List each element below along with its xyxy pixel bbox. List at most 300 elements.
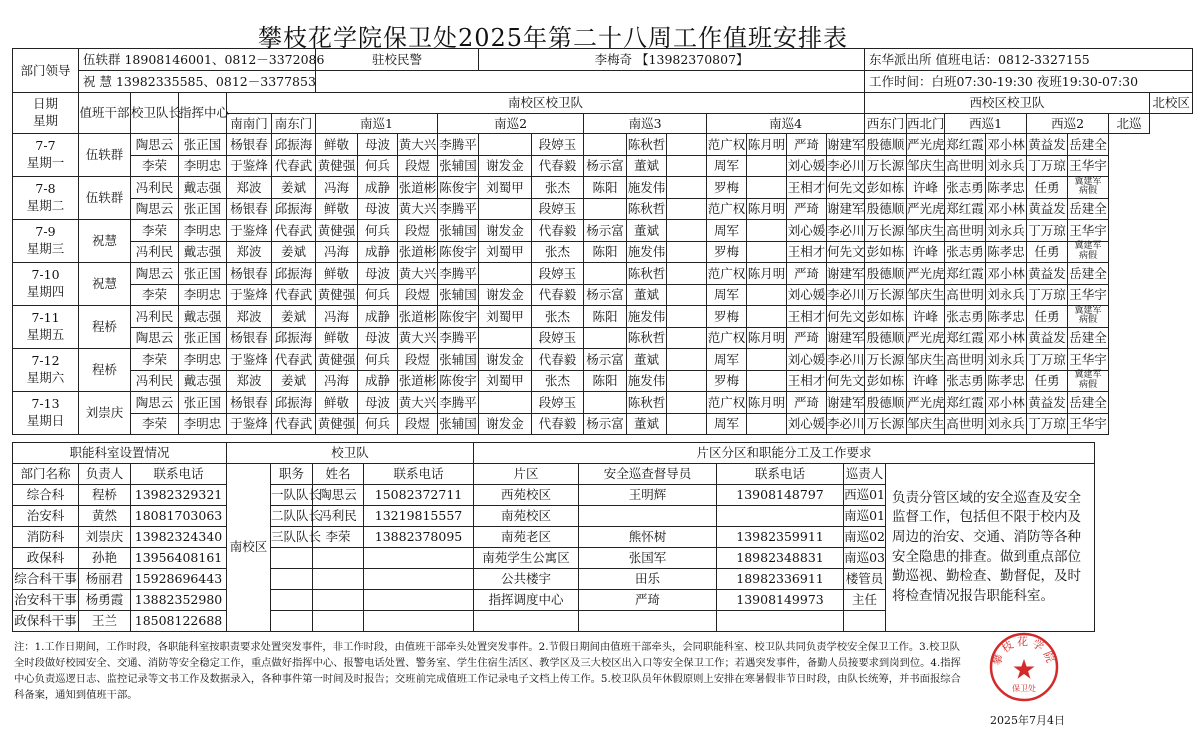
duty-cell: 严光虎 <box>907 263 945 285</box>
duty-cell: 李必川 <box>827 220 865 242</box>
duty-cell <box>667 284 707 306</box>
zone-inspector <box>579 611 717 632</box>
duty-cell: 代春毅 <box>532 155 584 177</box>
duty-cell: 冯利民 <box>131 241 179 263</box>
duty-cell: 丁万琼 <box>1027 413 1068 435</box>
duty-cell: 李腾平 <box>438 198 479 220</box>
duty-cell: 张道彬 <box>398 306 438 328</box>
duty-cell: 彭如栋 <box>865 370 907 392</box>
duty-cell: 刘心媛 <box>787 413 827 435</box>
duty-cell: 郑红霞 <box>945 263 986 285</box>
duty-cell: 黄益发 <box>1027 327 1068 349</box>
date-text: 7-8 <box>35 181 56 197</box>
duty-cell: 谢建军 <box>827 134 865 156</box>
duty-cell: 殷德顺 <box>865 392 907 414</box>
duty-cell <box>747 155 787 177</box>
duty-cell: 陈月明 <box>747 198 787 220</box>
duty-cell: 刘永兵 <box>986 220 1027 242</box>
duty-cell: 李荣 <box>131 349 179 371</box>
duty-cell: 张道彬 <box>398 370 438 392</box>
header-date-week: 日期 星期 <box>13 93 79 134</box>
header-position: 南巡1 <box>316 114 438 134</box>
duty-cell: 鲜敬 <box>316 263 358 285</box>
dept-head: 杨丽君 <box>79 569 131 590</box>
header-position: 西巡2 <box>1027 114 1109 134</box>
day-date <box>13 392 79 435</box>
duty-cell: 张志勇 <box>945 241 986 263</box>
duty-cell: 黄益发 <box>1027 392 1068 414</box>
duty-cell: 严光虎 <box>907 134 945 156</box>
col-inspector: 安全巡查督导员 <box>579 464 717 485</box>
weekday-text: 星期六 <box>26 370 65 385</box>
team-role <box>271 548 313 569</box>
duty-cell: 施发伟 <box>627 241 667 263</box>
duty-cell: 陈孝忠 <box>986 370 1027 392</box>
duty-cell: 陈俊宇 <box>438 306 479 328</box>
weekday-text: 星期四 <box>26 284 65 299</box>
duty-cell: 郑波 <box>227 306 272 328</box>
duty-cell: 姜斌 <box>272 306 316 328</box>
police-label: 驻校民警 <box>316 49 479 71</box>
duty-cell: 王相才 <box>787 177 827 199</box>
date-text: 7-9 <box>35 224 56 240</box>
duty-cell: 陶思云 <box>131 134 179 156</box>
duty-cell <box>667 198 707 220</box>
duty-row <box>13 306 1193 328</box>
duty-cell: 罗梅 <box>707 241 747 263</box>
duty-cell: 代春毅 <box>532 220 584 242</box>
team-role <box>271 569 313 590</box>
duty-cell <box>479 392 532 414</box>
col-phone2: 联系电话 <box>364 464 474 485</box>
duty-cell: 谢建军 <box>827 263 865 285</box>
duty-cell <box>584 198 627 220</box>
duty-cell: 于鉴烽 <box>227 220 272 242</box>
signed-date: 2025年7月4日 <box>990 714 1065 727</box>
dept-phone: 18081703063 <box>131 506 227 527</box>
team-name <box>313 569 364 590</box>
duty-cell: 高世明 <box>945 155 986 177</box>
day-date <box>13 349 79 392</box>
duty-cell: 彭如栋 <box>865 306 907 328</box>
notes-text: 注：1.工作日期间，工作时段，各职能科室按职责要求处置突发事件，非工作时段，由值班干部牵头处置突发事件。2.节假日期间由值班干部牵头，会同职能科室、校卫队共同负责学校安全保卫工作。3.校卫队全时段做好校园安全、交通、消防等安全稳定工作，重点做好指挥中心、报警电话处置、警务室、学生住宿生活区、教学区及三大校区出入口等安全保卫工作；若遇突发事件，备勤人员接要求到岗到位。4.指挥中心负责巡逻日志、监控记录等文书工作及数据录入，各种事件第一时间及时报告；交班前完成值班工作记录电子文档上传工作。5.校卫队员年休假原则上安排在寒暑假非节日时段，由队长统筹，并书面报综合科备案，通知到值班干部。 <box>14 641 961 701</box>
duty-row <box>13 155 1193 177</box>
duty-cell: 邱振海 <box>272 134 316 156</box>
team-name <box>313 611 364 632</box>
work-time: 工作时间：白班07:30-19:30 夜班19:30-07:30 <box>865 71 1193 93</box>
duty-cell: 代春武 <box>272 155 316 177</box>
duty-cell: 邓小林 <box>986 134 1027 156</box>
duty-cell: 冯利民 <box>131 370 179 392</box>
duty-cell: 黄健强 <box>316 413 358 435</box>
header-position: 北巡 <box>1109 114 1150 134</box>
duty-cell: 范广权 <box>707 327 747 349</box>
duty-cell: 张道彬 <box>398 241 438 263</box>
duty-cell: 李明忠 <box>179 349 227 371</box>
duty-cell: 万长源 <box>865 413 907 435</box>
duty-cell: 杨示富 <box>584 413 627 435</box>
duty-cell: 冯利民 <box>131 177 179 199</box>
duty-row <box>13 198 1193 220</box>
duty-cell: 黄益发 <box>1027 263 1068 285</box>
duty-cell: 殷德顺 <box>865 327 907 349</box>
zone-patrol: 西巡01 <box>844 485 886 506</box>
duty-cell: 鲜敬 <box>316 392 358 414</box>
date-text: 7-7 <box>35 138 56 154</box>
svg-text:攀枝花学院: 攀枝花学院 <box>989 635 1059 668</box>
duty-cell: 何先文 <box>827 177 865 199</box>
duty-cell: 殷德顺 <box>865 134 907 156</box>
duty-cell: 陈秋哲 <box>627 392 667 414</box>
duty-cell: 段婷玉 <box>532 327 584 349</box>
duty-cell: 陈月明 <box>747 134 787 156</box>
duty-cell: 陈俊宇 <box>438 177 479 199</box>
duty-cell: 李荣 <box>131 155 179 177</box>
duty-cell: 邓小林 <box>986 392 1027 414</box>
section-team-title: 校卫队 <box>227 443 474 464</box>
duty-cell: 戴志强 <box>179 306 227 328</box>
duty-cell: 许峰 <box>907 177 945 199</box>
duty-cell: 李必川 <box>827 349 865 371</box>
duty-cell: 谢发金 <box>479 220 532 242</box>
header-position: 南巡3 <box>584 114 707 134</box>
duty-cell: 谢建军 <box>827 198 865 220</box>
duty-row <box>13 220 1193 242</box>
duty-cell <box>747 370 787 392</box>
duty-cell <box>667 413 707 435</box>
south-campus-label: 南校区 <box>227 464 271 632</box>
duty-cell: 殷德顺 <box>865 263 907 285</box>
duty-cell: 刘蜀甲 <box>479 241 532 263</box>
duty-cadre: 程桥 <box>79 306 131 349</box>
col-name: 姓名 <box>313 464 364 485</box>
duty-cell: 段煜 <box>398 155 438 177</box>
duty-cell: 任勇 <box>1027 370 1068 392</box>
duty-cell: 张辅国 <box>438 220 479 242</box>
duty-cell: 刘蜀甲 <box>479 177 532 199</box>
duty-row <box>13 134 1193 156</box>
col-phone3: 联系电话 <box>717 464 844 485</box>
dept-head: 杨勇霞 <box>79 590 131 611</box>
team-role: 二队队长 <box>271 506 313 527</box>
duty-cell: 陈月明 <box>747 392 787 414</box>
duty-cell: 岳建全 <box>1068 263 1109 285</box>
duty-cell <box>584 134 627 156</box>
duty-cell <box>667 263 707 285</box>
duty-cell: 许峰 <box>907 241 945 263</box>
duty-cell: 杨银春 <box>227 327 272 349</box>
duty-cell: 王华宇 <box>1068 284 1109 306</box>
zone-patrol: 南巡01 <box>844 506 886 527</box>
dept-phone: 13982324340 <box>131 527 227 548</box>
duty-cell: 谢建军 <box>827 392 865 414</box>
duty-cell: 丁万琼 <box>1027 284 1068 306</box>
duty-cadre: 祝慧 <box>79 263 131 306</box>
duty-cell: 邓小林 <box>986 198 1027 220</box>
weekday-text: 星期一 <box>26 155 65 170</box>
duty-cell: 刘心媛 <box>787 155 827 177</box>
duty-cell: 周军 <box>707 155 747 177</box>
leader-line-2: 祝 慧 13982335585、0812－3377853 <box>79 71 316 93</box>
duty-cell: 刘永兵 <box>986 413 1027 435</box>
team-phone <box>364 611 474 632</box>
duty-cell <box>747 177 787 199</box>
zone-patrol: 楼管员 <box>844 569 886 590</box>
duty-cell: 周军 <box>707 413 747 435</box>
duty-cell: 范广权 <box>707 198 747 220</box>
duty-cell: 刘蜀甲 <box>479 370 532 392</box>
duty-cell: 谢建军 <box>827 327 865 349</box>
duty-cell: 王相才 <box>787 370 827 392</box>
duty-cell: 陈俊宇 <box>438 370 479 392</box>
weekday-text: 星期日 <box>26 413 65 428</box>
duty-cell <box>584 392 627 414</box>
duty-cell: 代春武 <box>272 220 316 242</box>
duty-cell <box>479 327 532 349</box>
duty-cell: 陈阳 <box>584 241 627 263</box>
info-table <box>12 442 1095 632</box>
duty-cell: 黄健强 <box>316 155 358 177</box>
duty-cell: 严光虎 <box>907 198 945 220</box>
team-name: 冯利民 <box>313 506 364 527</box>
duty-cell: 冯海 <box>316 370 358 392</box>
dept-phone: 18508122688 <box>131 611 227 632</box>
duty-cell: 母波 <box>358 198 398 220</box>
duty-cell: 段煜 <box>398 284 438 306</box>
duty-cell: 董斌 <box>627 349 667 371</box>
zone-phone: 13908148797 <box>717 485 844 506</box>
header-west-group: 西校区校卫队 <box>865 93 1150 114</box>
duty-cadre: 刘崇庆 <box>79 392 131 435</box>
duty-cell: 高世明 <box>945 413 986 435</box>
duty-cell: 张辅国 <box>438 413 479 435</box>
duty-cell: 刘心媛 <box>787 349 827 371</box>
duty-cell: 代春毅 <box>532 284 584 306</box>
duty-cell: 邓小林 <box>986 327 1027 349</box>
duty-cell: 殷德顺 <box>865 198 907 220</box>
duty-cell: 于鉴烽 <box>227 349 272 371</box>
duty-cell: 段婷玉 <box>532 198 584 220</box>
duty-cell: 张辅国 <box>438 155 479 177</box>
col-patrol: 巡责人 <box>844 464 886 485</box>
duty-cell <box>667 155 707 177</box>
page-title: 攀枝花学院保卫处2025年第二十八周工作值班安排表 <box>257 24 849 52</box>
duty-cell <box>584 327 627 349</box>
duty-cell: 陶思云 <box>131 392 179 414</box>
duty-cell: 成静 <box>358 177 398 199</box>
date-text: 7-12 <box>31 353 60 369</box>
duty-cell: 岳建全 <box>1068 327 1109 349</box>
official-seal <box>988 631 1060 703</box>
duty-cell: 段煜 <box>398 413 438 435</box>
duty-cell: 陶思云 <box>131 327 179 349</box>
day-date <box>13 134 79 177</box>
dept-name: 治安科 <box>13 506 79 527</box>
duty-cell: 何兵 <box>358 349 398 371</box>
duty-row <box>13 327 1193 349</box>
duty-cell: 姜斌 <box>272 241 316 263</box>
duty-cell <box>747 241 787 263</box>
zone-area: 公共楼宇 <box>474 569 579 590</box>
dept-phone: 13882352980 <box>131 590 227 611</box>
duty-cell <box>667 241 707 263</box>
duty-schedule-table <box>12 48 1193 435</box>
col-dept: 部门名称 <box>13 464 79 485</box>
duty-cell: 张杰 <box>532 370 584 392</box>
duty-cell: 黄益发 <box>1027 198 1068 220</box>
duty-cell: 郑波 <box>227 370 272 392</box>
zone-area <box>474 611 579 632</box>
dept-name: 政保科 <box>13 548 79 569</box>
police-station: 东华派出所 值班电话：0812-3327155 <box>865 49 1193 71</box>
duty-cell: 郑波 <box>227 177 272 199</box>
duty-cell: 何先文 <box>827 306 865 328</box>
duty-cell: 黄大兴 <box>398 392 438 414</box>
duty-cell: 严光虎 <box>907 392 945 414</box>
duty-cell: 陈阳 <box>584 177 627 199</box>
zone-requirements: 负责分管区域的安全巡查及安全监督工作，包括但不限于校内及周边的治安、交通、消防等各种安全隐患的排查。做到重点部位勤巡视、勤检查、勤督促，及时将检查情况报告职能科室。 <box>886 464 1095 632</box>
team-name <box>313 590 364 611</box>
zone-area: 南苑校区 <box>474 506 579 527</box>
header-position: 西巡1 <box>945 114 1027 134</box>
date-text: 7-13 <box>31 396 60 412</box>
team-phone <box>364 548 474 569</box>
duty-cell: 黄健强 <box>316 284 358 306</box>
duty-cell: 刘永兵 <box>986 284 1027 306</box>
duty-cell: 严光虎 <box>907 327 945 349</box>
zone-patrol: 南巡03 <box>844 548 886 569</box>
duty-cell: 李荣 <box>131 284 179 306</box>
team-phone <box>364 590 474 611</box>
duty-cell: 邹庆生 <box>907 413 945 435</box>
duty-cell: 任勇 <box>1027 306 1068 328</box>
header-position: 南巡2 <box>438 114 584 134</box>
weekday-text: 星期二 <box>26 198 65 213</box>
duty-cell: 郑红霞 <box>945 392 986 414</box>
duty-cell: 许峰 <box>907 306 945 328</box>
duty-cell: 冯海 <box>316 241 358 263</box>
duty-cell: 万长源 <box>865 284 907 306</box>
duty-cell: 刘蜀甲 <box>479 306 532 328</box>
svg-text:保卫处: 保卫处 <box>1012 684 1036 693</box>
dept-head: 程桥 <box>79 485 131 506</box>
col-role: 职务 <box>271 464 313 485</box>
duty-cell <box>667 177 707 199</box>
duty-cell: 严琦 <box>787 392 827 414</box>
duty-row <box>13 284 1193 306</box>
duty-cell: 何兵 <box>358 413 398 435</box>
duty-cell: 杨银春 <box>227 134 272 156</box>
section-zones-title: 片区分区和职能分工及工作要求 <box>474 443 1095 464</box>
dept-head: 刘崇庆 <box>79 527 131 548</box>
col-phone: 联系电话 <box>131 464 227 485</box>
duty-cell: 李必川 <box>827 155 865 177</box>
duty-cell <box>479 198 532 220</box>
duty-cell: 许峰 <box>907 370 945 392</box>
team-role: 一队队长 <box>271 485 313 506</box>
duty-cell: 何先文 <box>827 370 865 392</box>
duty-cell: 严琦 <box>787 198 827 220</box>
duty-cell: 邱振海 <box>272 327 316 349</box>
duty-cell: 代春武 <box>272 284 316 306</box>
duty-cell: 张志勇 <box>945 370 986 392</box>
zone-patrol: 南巡02 <box>844 527 886 548</box>
zone-phone: 18982336911 <box>717 569 844 590</box>
dept-head: 王兰 <box>79 611 131 632</box>
zone-inspector: 熊怀树 <box>579 527 717 548</box>
team-role <box>271 611 313 632</box>
duty-cell <box>667 349 707 371</box>
duty-cell: 张志勇 <box>945 306 986 328</box>
duty-cell: 张辅国 <box>438 349 479 371</box>
duty-cell: 鲜敬 <box>316 134 358 156</box>
leaders-label: 部门领导 <box>13 49 79 93</box>
team-role: 三队队长 <box>271 527 313 548</box>
section-depts-title: 职能科室设置情况 <box>13 443 227 464</box>
duty-cell: 谢发金 <box>479 413 532 435</box>
duty-cell: 丁万琼 <box>1027 220 1068 242</box>
duty-cell: 万长源 <box>865 349 907 371</box>
duty-cell: 郑红霞 <box>945 327 986 349</box>
duty-cell: 李腾平 <box>438 392 479 414</box>
duty-cell: 黄健强 <box>316 349 358 371</box>
duty-cell <box>584 263 627 285</box>
duty-cell: 邹庆生 <box>907 349 945 371</box>
zone-phone: 13982359911 <box>717 527 844 548</box>
duty-cell: 张道彬 <box>398 177 438 199</box>
duty-cell: 岳建全 <box>1068 392 1109 414</box>
zone-inspector: 严琦 <box>579 590 717 611</box>
duty-cell: 邹庆生 <box>907 220 945 242</box>
duty-cell <box>479 134 532 156</box>
duty-cell: 母波 <box>358 327 398 349</box>
duty-cell: 黄健强 <box>316 220 358 242</box>
duty-cell: 任勇 <box>1027 241 1068 263</box>
duty-cell <box>747 220 787 242</box>
duty-cell: 李必川 <box>827 284 865 306</box>
duty-cell: 杨银春 <box>227 198 272 220</box>
team-phone <box>364 569 474 590</box>
duty-cell: 李明忠 <box>179 413 227 435</box>
duty-cell: 黄大兴 <box>398 134 438 156</box>
duty-cell: 段婷玉 <box>532 134 584 156</box>
duty-cell: 段煜 <box>398 349 438 371</box>
duty-cell: 代春毅 <box>532 413 584 435</box>
duty-cell: 王相才 <box>787 241 827 263</box>
duty-cell: 李腾平 <box>438 134 479 156</box>
duty-cell: 郑波 <box>227 241 272 263</box>
duty-cell: 陈阳 <box>584 306 627 328</box>
date-text: 7-10 <box>31 267 60 283</box>
duty-cell <box>479 263 532 285</box>
duty-cell: 严琦 <box>787 327 827 349</box>
duty-cell: 邱振海 <box>272 198 316 220</box>
duty-cell: 彭如栋 <box>865 241 907 263</box>
duty-cell: 李明忠 <box>179 220 227 242</box>
duty-cell: 张正国 <box>179 134 227 156</box>
zone-area: 南苑老区 <box>474 527 579 548</box>
duty-cell: 成静 <box>358 241 398 263</box>
duty-cell: 于鉴烽 <box>227 155 272 177</box>
duty-cell <box>667 220 707 242</box>
duty-cell: 周军 <box>707 349 747 371</box>
duty-cell: 王华宇 <box>1068 413 1109 435</box>
duty-cell: 刘心媛 <box>787 284 827 306</box>
duty-cell <box>667 134 707 156</box>
duty-cell: 施发伟 <box>627 177 667 199</box>
header-north-group: 北校区 <box>1150 93 1193 114</box>
duty-cell: 万长源 <box>865 220 907 242</box>
